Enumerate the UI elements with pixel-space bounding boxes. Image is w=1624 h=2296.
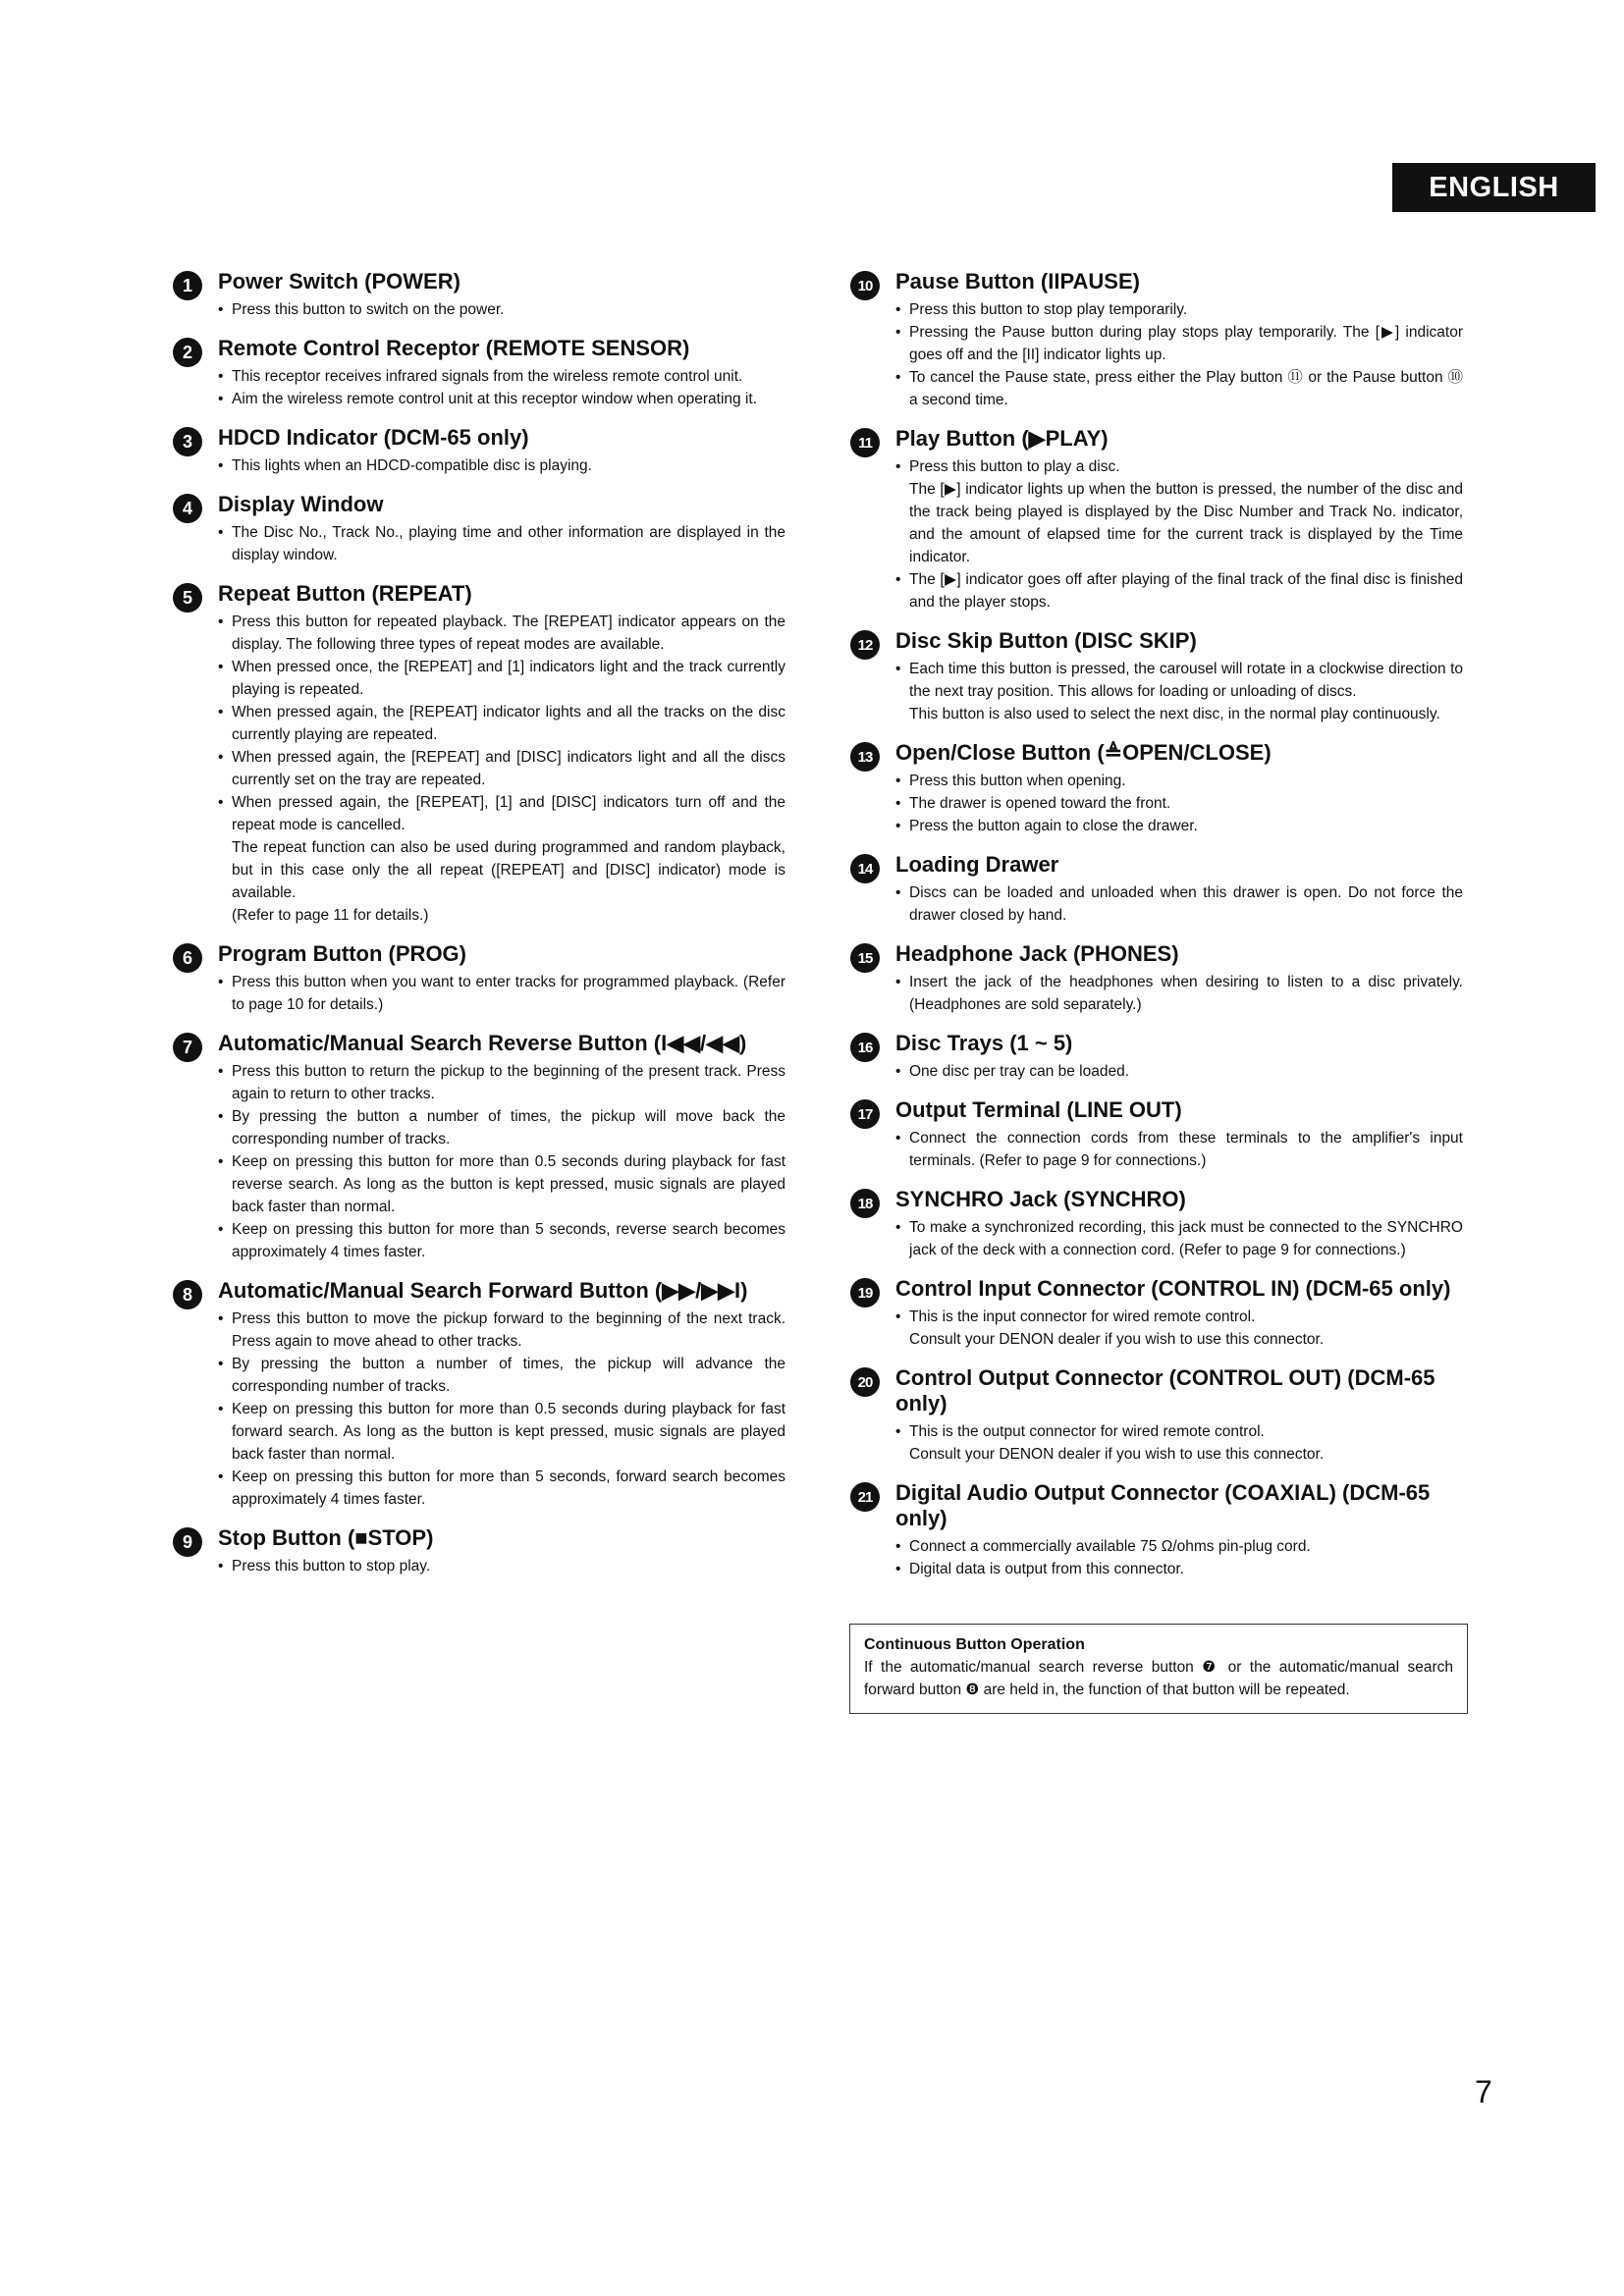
item-title: Stop Button (■STOP) (218, 1525, 434, 1550)
bullet-text: • By pressing the button a number of times, the pickup will advance the corresponding number of tracks. (218, 1353, 785, 1398)
item-title: Power Switch (POWER) (218, 269, 460, 294)
bullet-text: • This receptor receives infrared signals from the wireless remote control unit. (218, 365, 785, 388)
item-bullets (895, 1535, 1463, 1580)
item-14 (852, 852, 1463, 927)
language-tab: ENGLISH (1392, 163, 1596, 212)
item-title: Automatic/Manual Search Forward Button (▶▶/▶▶I) (218, 1278, 748, 1303)
item-number-badge: 1 (173, 271, 202, 300)
bullet-text: • Press the button again to close the drawer. (895, 815, 1463, 837)
item-number-badge: 4 (173, 494, 202, 523)
item-number-badge: 9 (173, 1527, 202, 1557)
bullet-text: • To make a synchronized recording, this jack must be connected to the SYNCHRO jack of the deck with a connection cord. (Refer to page 9 for connections.) (895, 1216, 1463, 1261)
item-9 (175, 1525, 785, 1577)
bullet-text: The [▶] indicator lights up when the button is pressed, the number of the disc and the track being played is displayed by the Disc Number and Track No. indicator, and the amount of elapsed time for the current track is displayed by the Time indicator. (909, 481, 1463, 565)
item-5 (175, 581, 785, 927)
item-3 (175, 425, 785, 477)
item-number-badge: 21 (850, 1482, 880, 1512)
item-bullets (895, 1420, 1463, 1466)
item-number-badge: 18 (850, 1189, 880, 1218)
item-bullets (895, 455, 1463, 614)
item-bullets (218, 971, 785, 1016)
item-bullets (895, 971, 1463, 1016)
item-title: HDCD Indicator (DCM-65 only) (218, 425, 529, 450)
item-10 (852, 269, 1463, 411)
note-title: Continuous Button Operation (864, 1636, 1085, 1653)
item-20 (852, 1365, 1463, 1466)
item-4 (175, 492, 785, 566)
item-number-badge: 15 (850, 943, 880, 973)
item-title: Disc Skip Button (DISC SKIP) (895, 628, 1197, 653)
item-7 (175, 1031, 785, 1263)
item-title: Pause Button (IIPAUSE) (895, 269, 1140, 294)
item-number-badge: 13 (850, 742, 880, 772)
continuous-button-operation-note (849, 1624, 1468, 1714)
item-bullets (218, 454, 785, 477)
item-number-badge: 3 (173, 427, 202, 456)
bullet-text: • Press this button to play a disc. (895, 455, 1463, 478)
bullet-text: • Connect the connection cords from these terminals to the amplifier's input terminals. (Refer to page 9 for connections.) (895, 1127, 1463, 1172)
item-number-badge: 16 (850, 1033, 880, 1062)
item-title: Control Input Connector (CONTROL IN) (DCM-65 only) (895, 1276, 1451, 1301)
item-2 (175, 336, 785, 410)
item-number-badge: 7 (173, 1033, 202, 1062)
item-title: Automatic/Manual Search Reverse Button (I◀◀/◀◀) (218, 1031, 747, 1055)
item-title: Remote Control Receptor (REMOTE SENSOR) (218, 336, 690, 360)
bullet-text: • Aim the wireless remote control unit at this receptor window when operating it. (218, 388, 785, 410)
item-bullets (218, 298, 785, 321)
item-bullets (895, 1060, 1463, 1083)
bullet-text: • The [▶] indicator goes off after playing of the final track of the final disc is finished and the player stops. (895, 568, 1463, 614)
note-body: If the automatic/manual search reverse button ❼ or the automatic/manual search forward button ❽ are held in, the function of that button will be repeated. (864, 1659, 1453, 1698)
bullet-text: • This is the input connector for wired remote control. (895, 1306, 1463, 1328)
bullet-text: • Keep on pressing this button for more than 5 seconds, forward search becomes approximately 4 times faster. (218, 1466, 785, 1511)
item-title: Loading Drawer (895, 852, 1059, 877)
bullet-text: • Press this button for repeated playback. The [REPEAT] indicator appears on the display. The following three types of repeat modes are available. (218, 611, 785, 656)
item-13 (852, 740, 1463, 837)
item-number-badge: 6 (173, 943, 202, 973)
item-number-badge: 5 (173, 583, 202, 613)
item-21 (852, 1480, 1463, 1580)
bullet-text: • Press this button to stop play. (218, 1555, 785, 1577)
bullet-text: • Insert the jack of the headphones when desiring to listen to a disc privately. (Headphones are sold separately.) (895, 971, 1463, 1016)
left-column (175, 269, 785, 1592)
bullet-text: • Discs can be loaded and unloaded when this drawer is open. Do not force the drawer closed by hand. (895, 881, 1463, 927)
bullet-text: • Each time this button is pressed, the carousel will rotate in a clockwise direction to the next tray position. This allows for loading or unloading of discs. (895, 658, 1463, 703)
bullet-text: • Connect a commercially available 75 Ω/ohms pin-plug cord. (895, 1535, 1463, 1558)
bullet-text: • When pressed again, the [REPEAT] indicator lights and all the tracks on the disc currently playing are repeated. (218, 701, 785, 746)
bullet-text: • Press this button to stop play temporarily. (895, 298, 1463, 321)
bullet-text: • Pressing the Pause button during play stops play temporarily. The [▶] indicator goes off and the [II] indicator lights up. (895, 321, 1463, 366)
page-number: 7 (1475, 2074, 1492, 2109)
bullet-text: • This lights when an HDCD-compatible disc is playing. (218, 454, 785, 477)
bullet-text: • To cancel the Pause state, press either the Play button ⑪ or the Pause button ⑩ a second time. (895, 366, 1463, 411)
bullet-text: • Press this button when opening. (895, 770, 1463, 792)
item-title: Open/Close Button (≜OPEN/CLOSE) (895, 740, 1272, 765)
item-bullets (218, 521, 785, 566)
item-bullets (895, 881, 1463, 927)
item-number-badge: 19 (850, 1278, 880, 1308)
item-number-badge: 11 (850, 428, 880, 457)
item-title: Disc Trays (1 ~ 5) (895, 1031, 1073, 1055)
item-number-badge: 20 (850, 1367, 880, 1397)
item-title: Repeat Button (REPEAT) (218, 581, 472, 606)
bullet-text: • Keep on pressing this button for more than 0.5 seconds during playback for fast forward search. As long as the button is kept pressed, music signals are played back faster than normal. (218, 1398, 785, 1466)
bullet-text: • One disc per tray can be loaded. (895, 1060, 1463, 1083)
bullet-text: • The drawer is opened toward the front. (895, 792, 1463, 815)
item-19 (852, 1276, 1463, 1351)
bullet-text: Consult your DENON dealer if you wish to use this connector. (909, 1331, 1325, 1348)
item-title: Program Button (PROG) (218, 941, 466, 966)
item-title: Control Output Connector (CONTROL OUT) (DCM-65 only) (895, 1365, 1435, 1415)
bullet-text: • Press this button to return the pickup to the beginning of the present track. Press again to return to other tracks. (218, 1060, 785, 1105)
bullet-text: Consult your DENON dealer if you wish to use this connector. (909, 1446, 1325, 1463)
item-title: Digital Audio Output Connector (COAXIAL) (DCM-65 only) (895, 1480, 1431, 1530)
item-bullets (895, 1216, 1463, 1261)
item-title: Output Terminal (LINE OUT) (895, 1097, 1182, 1122)
item-number-badge: 17 (850, 1099, 880, 1129)
item-12 (852, 628, 1463, 725)
item-8 (175, 1278, 785, 1511)
bullet-text: The repeat function can also be used during programmed and random playback, but in this case only the all repeat ([REPEAT] and [DISC] indicator) mode is available. (232, 839, 785, 901)
item-title: Play Button (▶PLAY) (895, 426, 1109, 451)
item-number-badge: 8 (173, 1280, 202, 1309)
item-bullets (218, 1308, 785, 1511)
item-number-badge: 10 (850, 271, 880, 300)
item-number-badge: 12 (850, 630, 880, 660)
item-16 (852, 1031, 1463, 1083)
item-bullets (895, 658, 1463, 725)
bullet-text: This button is also used to select the next disc, in the normal play continuously. (909, 706, 1440, 722)
bullet-text: • Digital data is output from this connector. (895, 1558, 1463, 1580)
bullet-text: • When pressed once, the [REPEAT] and [1] indicators light and the track currently playing is repeated. (218, 656, 785, 701)
bullet-text: • Press this button to switch on the power. (218, 298, 785, 321)
item-bullets (895, 770, 1463, 837)
item-number-badge: 2 (173, 338, 202, 367)
bullet-text: • Keep on pressing this button for more than 5 seconds, reverse search becomes approximately 4 times faster. (218, 1218, 785, 1263)
bullet-text: • When pressed again, the [REPEAT], [1] and [DISC] indicators turn off and the repeat mode is cancelled. (218, 791, 785, 836)
bullet-text: • The Disc No., Track No., playing time and other information are displayed in the display window. (218, 521, 785, 566)
item-6 (175, 941, 785, 1016)
item-bullets (218, 365, 785, 410)
right-column (852, 269, 1463, 1595)
item-1 (175, 269, 785, 321)
item-title: Headphone Jack (PHONES) (895, 941, 1179, 966)
bullet-text: • Press this button to move the pickup forward to the beginning of the next track. Press again to move ahead to other tracks. (218, 1308, 785, 1353)
bullet-text: (Refer to page 11 for details.) (232, 907, 429, 924)
item-bullets (218, 611, 785, 927)
item-bullets (895, 1127, 1463, 1172)
item-18 (852, 1187, 1463, 1261)
item-bullets (218, 1060, 785, 1263)
item-bullets (218, 1555, 785, 1577)
item-15 (852, 941, 1463, 1016)
item-11 (852, 426, 1463, 614)
item-bullets (895, 298, 1463, 411)
item-17 (852, 1097, 1463, 1172)
bullet-text: • Press this button when you want to enter tracks for programmed playback. (Refer to page 10 for details.) (218, 971, 785, 1016)
bullet-text: • When pressed again, the [REPEAT] and [DISC] indicators light and all the discs currently set on the tray are repeated. (218, 746, 785, 791)
item-number-badge: 14 (850, 854, 880, 883)
bullet-text: • This is the output connector for wired remote control. (895, 1420, 1463, 1443)
item-title: Display Window (218, 492, 384, 516)
bullet-text: • Keep on pressing this button for more than 0.5 seconds during playback for fast reverse search. As long as the button is kept pressed, music signals are played back faster than normal. (218, 1150, 785, 1218)
item-title: SYNCHRO Jack (SYNCHRO) (895, 1187, 1186, 1211)
bullet-text: • By pressing the button a number of times, the pickup will move back the corresponding number of tracks. (218, 1105, 785, 1150)
item-bullets (895, 1306, 1463, 1351)
